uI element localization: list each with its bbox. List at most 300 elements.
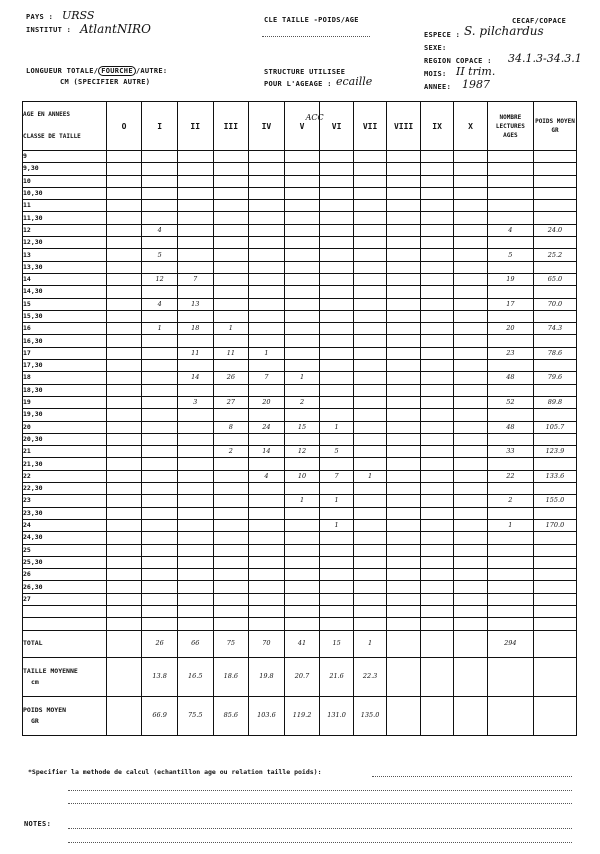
count-cell <box>420 618 454 630</box>
table-row <box>23 446 577 458</box>
count-cell <box>284 544 320 556</box>
table-row <box>23 372 577 384</box>
count-cell <box>142 581 178 593</box>
size-class-label: 15 <box>23 298 107 310</box>
count-cell <box>284 593 320 605</box>
count-cell <box>284 605 320 617</box>
mois-label: MOIS: <box>424 70 447 78</box>
nombre-cell: 1 <box>487 519 533 531</box>
size-class-label: 9 <box>23 151 107 163</box>
structure-label: STRUCTURE UTILISEE <box>264 68 346 76</box>
size-class-label: 17,30 <box>23 360 107 372</box>
poids-moyen-row-nombre <box>487 696 533 735</box>
count-cell <box>106 532 142 544</box>
count-cell <box>353 360 387 372</box>
count-cell <box>177 495 213 507</box>
count-cell: 1 <box>320 421 354 433</box>
count-cell <box>353 372 387 384</box>
poids-cell: 89.8 <box>533 396 576 408</box>
count-cell <box>320 273 354 285</box>
poids-cell: 74.3 <box>533 323 576 335</box>
count-cell <box>106 556 142 568</box>
count-cell <box>454 470 488 482</box>
corner-top-label: AGE EN ANNEES <box>23 111 70 118</box>
total-row-label-text: TOTAL <box>23 639 43 648</box>
count-cell <box>284 347 320 359</box>
count-cell <box>177 200 213 212</box>
count-cell <box>249 384 285 396</box>
count-cell <box>284 581 320 593</box>
count-cell <box>420 593 454 605</box>
count-cell <box>454 532 488 544</box>
count-cell: 3 <box>177 396 213 408</box>
count-cell <box>420 187 454 199</box>
count-cell <box>106 446 142 458</box>
count-cell <box>284 298 320 310</box>
count-cell <box>420 323 454 335</box>
count-cell <box>420 335 454 347</box>
count-cell <box>420 224 454 236</box>
mois-value: II trim. <box>456 65 496 78</box>
count-cell <box>106 261 142 273</box>
count-cell <box>249 335 285 347</box>
count-cell <box>454 483 488 495</box>
count-cell <box>320 532 354 544</box>
count-cell <box>142 212 178 224</box>
count-cell <box>387 163 421 175</box>
poids-cell <box>533 556 576 568</box>
specifier-dotline-3 <box>68 803 572 804</box>
count-cell <box>284 273 320 285</box>
total-row-cell: 66 <box>177 630 213 657</box>
count-cell: 12 <box>142 273 178 285</box>
count-cell <box>420 519 454 531</box>
count-cell <box>387 446 421 458</box>
count-cell <box>177 175 213 187</box>
count-cell <box>454 151 488 163</box>
count-cell <box>353 396 387 408</box>
count-cell <box>142 151 178 163</box>
count-cell: 1 <box>284 495 320 507</box>
nombre-cell <box>487 335 533 347</box>
table-row <box>23 237 577 249</box>
age-header-v-label: V <box>299 121 305 131</box>
size-class-label: 24 <box>23 519 107 531</box>
count-cell <box>454 519 488 531</box>
count-cell <box>106 360 142 372</box>
count-cell <box>420 581 454 593</box>
count-cell <box>284 433 320 445</box>
count-cell <box>284 618 320 630</box>
count-cell <box>320 200 354 212</box>
count-cell <box>454 298 488 310</box>
count-cell <box>177 249 213 261</box>
count-cell <box>420 175 454 187</box>
size-class-label: 26,30 <box>23 581 107 593</box>
size-class-label: 12 <box>23 224 107 236</box>
count-cell <box>387 581 421 593</box>
poids-cell <box>533 187 576 199</box>
count-cell <box>284 519 320 531</box>
count-cell <box>177 224 213 236</box>
count-cell <box>142 433 178 445</box>
count-cell <box>420 446 454 458</box>
count-cell <box>454 224 488 236</box>
count-cell <box>320 483 354 495</box>
poids-cell <box>533 286 576 298</box>
count-cell <box>177 261 213 273</box>
count-cell <box>420 458 454 470</box>
count-cell <box>284 323 320 335</box>
table-row <box>23 519 577 531</box>
table-row <box>23 175 577 187</box>
count-cell <box>177 446 213 458</box>
count-cell <box>177 581 213 593</box>
table-row <box>23 409 577 421</box>
count-cell <box>387 532 421 544</box>
count-cell <box>213 458 249 470</box>
nombre-cell <box>487 532 533 544</box>
size-class-label: 10,30 <box>23 187 107 199</box>
count-cell <box>106 384 142 396</box>
count-cell <box>213 163 249 175</box>
table-row <box>23 347 577 359</box>
count-cell: 1 <box>142 323 178 335</box>
poids-moyen-row-cell: 119.2 <box>284 696 320 735</box>
count-cell <box>142 384 178 396</box>
count-cell <box>454 507 488 519</box>
size-class-label: 14 <box>23 273 107 285</box>
total-row-cell: 41 <box>284 630 320 657</box>
count-cell <box>284 556 320 568</box>
count-cell <box>106 212 142 224</box>
longueur-label: LONGUEUR TOTALE/ FOURCHE /AUTRE: <box>26 67 168 75</box>
count-cell <box>353 249 387 261</box>
count-cell: 2 <box>284 396 320 408</box>
count-cell <box>177 433 213 445</box>
table-row <box>23 310 577 322</box>
count-cell <box>213 495 249 507</box>
nombre-cell <box>487 384 533 396</box>
count-cell <box>213 470 249 482</box>
total-row-cell: 26 <box>142 630 178 657</box>
count-cell <box>106 163 142 175</box>
count-cell <box>320 163 354 175</box>
count-cell <box>177 335 213 347</box>
notes-dotline-2 <box>68 842 572 843</box>
count-cell <box>106 470 142 482</box>
count-cell <box>177 544 213 556</box>
count-cell <box>106 433 142 445</box>
count-cell <box>106 151 142 163</box>
count-cell <box>249 237 285 249</box>
nombre-cell <box>487 360 533 372</box>
count-cell <box>142 421 178 433</box>
count-cell <box>420 372 454 384</box>
table-row <box>23 261 577 273</box>
age-header-ix: IX <box>420 102 454 151</box>
count-cell <box>106 187 142 199</box>
count-cell <box>213 519 249 531</box>
count-cell <box>353 409 387 421</box>
count-cell <box>142 261 178 273</box>
count-cell <box>320 249 354 261</box>
count-cell <box>249 360 285 372</box>
nombre-cell: 48 <box>487 372 533 384</box>
count-cell <box>106 347 142 359</box>
count-cell <box>249 433 285 445</box>
count-cell <box>420 237 454 249</box>
count-cell <box>142 544 178 556</box>
taille-moyenne-row-cell: 18.6 <box>213 657 249 696</box>
count-cell <box>142 556 178 568</box>
size-class-label: 25,30 <box>23 556 107 568</box>
count-cell <box>353 273 387 285</box>
poids-cell <box>533 593 576 605</box>
count-cell <box>284 409 320 421</box>
count-cell <box>420 421 454 433</box>
count-cell <box>387 273 421 285</box>
count-cell <box>249 200 285 212</box>
nombre-cell <box>487 187 533 199</box>
count-cell <box>177 507 213 519</box>
corner-header <box>23 102 107 151</box>
count-cell <box>177 618 213 630</box>
age-header-i: I <box>142 102 178 151</box>
count-cell: 1 <box>249 347 285 359</box>
count-cell <box>454 569 488 581</box>
count-cell <box>353 433 387 445</box>
table-row <box>23 421 577 433</box>
poids-cell <box>533 409 576 421</box>
count-cell <box>177 409 213 421</box>
count-cell: 4 <box>249 470 285 482</box>
count-cell <box>284 483 320 495</box>
count-cell <box>142 200 178 212</box>
count-cell <box>177 556 213 568</box>
count-cell <box>106 421 142 433</box>
count-cell <box>284 212 320 224</box>
size-class-label: 15,30 <box>23 310 107 322</box>
count-cell <box>106 409 142 421</box>
count-cell <box>320 347 354 359</box>
institut-label: INSTITUT : <box>26 26 72 34</box>
cle-title: CLE TAILLE -POIDS/AGE <box>264 16 359 24</box>
count-cell: 1 <box>213 323 249 335</box>
count-cell <box>177 483 213 495</box>
poids-cell: 24.0 <box>533 224 576 236</box>
count-cell <box>387 519 421 531</box>
poids-cell <box>533 151 576 163</box>
count-cell <box>353 151 387 163</box>
count-cell <box>284 384 320 396</box>
poids-moyen-row-cell: 103.6 <box>249 696 285 735</box>
count-cell <box>213 507 249 519</box>
count-cell <box>454 384 488 396</box>
count-cell <box>387 200 421 212</box>
poids-cell <box>533 384 576 396</box>
count-cell <box>454 286 488 298</box>
count-cell <box>249 187 285 199</box>
age-length-key-table <box>22 101 577 736</box>
count-cell <box>320 507 354 519</box>
count-cell <box>353 519 387 531</box>
count-cell <box>454 421 488 433</box>
count-cell <box>213 605 249 617</box>
nombre-cell <box>487 151 533 163</box>
count-cell <box>387 396 421 408</box>
table-row <box>23 224 577 236</box>
nombre-cell <box>487 433 533 445</box>
specifier-dotline-2 <box>68 790 572 791</box>
count-cell <box>213 224 249 236</box>
count-cell <box>320 396 354 408</box>
count-cell: 20 <box>249 396 285 408</box>
count-cell <box>142 593 178 605</box>
count-cell <box>213 409 249 421</box>
poids-moyen-row-cell: 135.0 <box>353 696 387 735</box>
nombre-cell <box>487 507 533 519</box>
poids-cell <box>533 360 576 372</box>
count-cell <box>142 618 178 630</box>
size-class-label: 24,30 <box>23 532 107 544</box>
age-header-vii: VII <box>353 102 387 151</box>
count-cell <box>320 175 354 187</box>
count-cell <box>387 249 421 261</box>
count-cell <box>284 151 320 163</box>
count-cell <box>249 298 285 310</box>
count-cell <box>420 212 454 224</box>
poids-moyen-row-unit: GR <box>31 716 39 725</box>
age-header-x: X <box>454 102 488 151</box>
age-header-viii: VIII <box>387 102 421 151</box>
count-cell <box>420 483 454 495</box>
count-cell <box>454 581 488 593</box>
count-cell <box>420 261 454 273</box>
count-cell <box>353 237 387 249</box>
table-row <box>23 532 577 544</box>
count-cell <box>142 532 178 544</box>
count-cell <box>320 581 354 593</box>
count-cell <box>454 446 488 458</box>
size-class-label: 19,30 <box>23 409 107 421</box>
poids-cell: 78.6 <box>533 347 576 359</box>
count-cell: 18 <box>177 323 213 335</box>
size-class-label: 19 <box>23 396 107 408</box>
size-class-label: 14,30 <box>23 286 107 298</box>
count-cell <box>177 519 213 531</box>
poids-cell: 123.9 <box>533 446 576 458</box>
table-row <box>23 581 577 593</box>
count-cell <box>320 151 354 163</box>
count-cell <box>353 507 387 519</box>
size-class-label: 10 <box>23 175 107 187</box>
count-cell <box>142 163 178 175</box>
count-cell <box>420 286 454 298</box>
count-cell <box>213 237 249 249</box>
count-cell <box>320 335 354 347</box>
table-row <box>23 200 577 212</box>
count-cell <box>249 261 285 273</box>
poids-moyen-row-label <box>23 696 107 735</box>
poids-cell: 133.6 <box>533 470 576 482</box>
count-cell <box>213 261 249 273</box>
poids-moyen-row-label-text: POIDS MOYEN <box>23 705 67 714</box>
count-cell <box>353 224 387 236</box>
count-cell <box>249 212 285 224</box>
nombre-cell <box>487 237 533 249</box>
count-cell <box>387 433 421 445</box>
nombre-cell: 22 <box>487 470 533 482</box>
count-cell <box>177 237 213 249</box>
count-cell <box>213 618 249 630</box>
count-cell <box>106 618 142 630</box>
age-note-acc: ACC <box>305 112 324 122</box>
count-cell <box>249 532 285 544</box>
count-cell <box>387 335 421 347</box>
count-cell <box>353 593 387 605</box>
table-row <box>23 384 577 396</box>
table-row <box>23 569 577 581</box>
count-cell: 7 <box>320 470 354 482</box>
espece-value: S. pilchardus <box>464 24 544 38</box>
count-cell <box>213 483 249 495</box>
count-cell <box>142 605 178 617</box>
taille-moyenne-row-cell <box>420 657 454 696</box>
nombre-cell <box>487 483 533 495</box>
corner-bottom-label: CLASSE DE TAILLE <box>23 133 81 140</box>
count-cell <box>454 433 488 445</box>
specifier-text: *Specifier la methode de calcul (echantillon age ou relation taille poids): <box>28 768 322 776</box>
poids-cell <box>533 433 576 445</box>
count-cell <box>454 323 488 335</box>
count-cell <box>106 335 142 347</box>
fourche-circled: FOURCHE <box>98 66 136 76</box>
count-cell <box>353 175 387 187</box>
count-cell <box>387 495 421 507</box>
count-cell: 1 <box>320 495 354 507</box>
count-cell <box>320 298 354 310</box>
count-cell <box>177 458 213 470</box>
count-cell <box>353 544 387 556</box>
count-cell <box>177 605 213 617</box>
count-cell <box>249 249 285 261</box>
count-cell <box>213 249 249 261</box>
count-cell <box>177 286 213 298</box>
table-row <box>23 495 577 507</box>
count-cell: 1 <box>284 372 320 384</box>
poids-cell <box>533 212 576 224</box>
count-cell <box>454 347 488 359</box>
size-class-label: 21 <box>23 446 107 458</box>
count-cell <box>420 605 454 617</box>
poids-cell <box>533 175 576 187</box>
size-class-label: 18,30 <box>23 384 107 396</box>
count-cell <box>320 224 354 236</box>
count-cell <box>387 605 421 617</box>
count-cell <box>177 532 213 544</box>
espece-label: ESPECE : <box>424 31 461 39</box>
count-cell <box>213 433 249 445</box>
poids-cell <box>533 335 576 347</box>
poids-moyen-row-cell: 131.0 <box>320 696 354 735</box>
count-cell <box>249 224 285 236</box>
count-cell <box>454 458 488 470</box>
count-cell <box>353 618 387 630</box>
count-cell <box>213 544 249 556</box>
nombre-cell: 5 <box>487 249 533 261</box>
count-cell <box>249 175 285 187</box>
